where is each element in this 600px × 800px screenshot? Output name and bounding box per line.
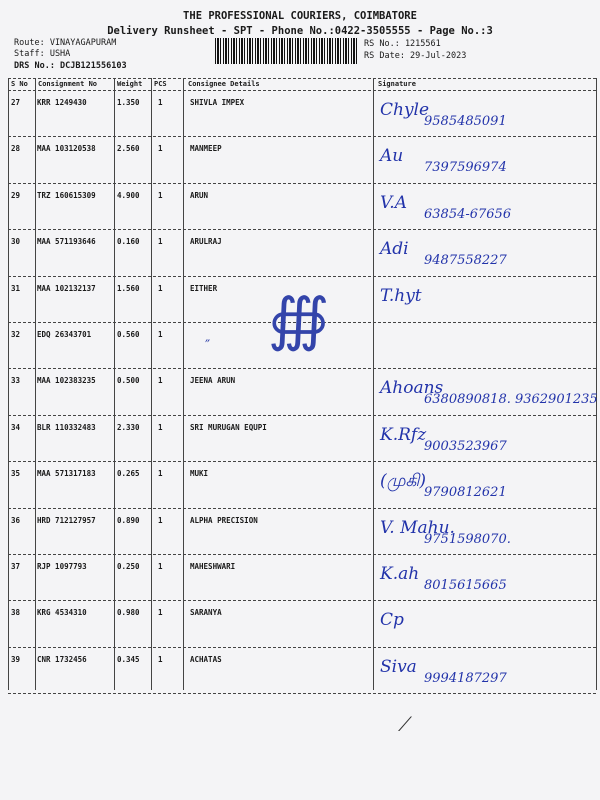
row-consignee: ALPHA PRECISION [190, 515, 258, 525]
row-phone-handwritten: 9790812621 [424, 485, 507, 501]
row-weight: 0.890 [117, 515, 140, 525]
table-rule [8, 90, 596, 91]
row-consignment-no: BLR 110332483 [37, 422, 96, 432]
row-pcs: 1 [158, 283, 163, 293]
column-header-signature: Signature [378, 80, 416, 88]
row-serial-number: 36 [11, 515, 21, 525]
row-signature: K.ah [380, 564, 420, 584]
row-weight: 0.265 [117, 469, 140, 479]
row-consignee: MANMEEP [190, 144, 222, 154]
column-divider [35, 78, 36, 690]
barcode-image [215, 38, 357, 64]
row-consignment-no: KRG 4534310 [37, 608, 87, 618]
runsheet-subtitle: Delivery Runsheet - SPT - Phone No.:0422-3505555 - Page No.:3 [107, 25, 493, 37]
row-serial-number: 39 [11, 654, 21, 664]
row-phone-handwritten: 7397596974 [424, 160, 507, 176]
row-divider [8, 461, 596, 462]
row-pcs: 1 [158, 190, 163, 200]
row-divider [8, 600, 596, 601]
row-consignment-no: MAA 571317183 [37, 469, 96, 479]
row-phone-handwritten: 9003523967 [424, 438, 507, 454]
row-phone-handwritten: 6380890818. 9362901235 [424, 392, 598, 408]
row-consignment-no: TRZ 160615309 [37, 190, 96, 200]
row-weight: 0.500 [117, 376, 140, 386]
column-header-weight: Weight [117, 80, 143, 88]
row-consignee: ACHATAS [190, 654, 222, 664]
ink-tick-mark: ″ [205, 338, 211, 354]
column-divider [596, 78, 597, 690]
row-phone-handwritten: 9751598070. [424, 531, 511, 547]
row-divider [8, 136, 596, 137]
row-weight: 0.345 [117, 654, 140, 664]
runsheet-title: THE PROFESSIONAL COURIERS, COIMBATORE [183, 10, 417, 22]
row-signature: (முகி) [380, 471, 427, 492]
row-pcs: 1 [158, 98, 163, 107]
row-phone-handwritten: 8015615665 [424, 578, 507, 593]
row-pcs: 1 [158, 469, 163, 479]
row-pcs: 1 [158, 330, 163, 339]
row-consignment-no: MAA 571193646 [37, 237, 96, 247]
row-weight: 0.980 [117, 608, 140, 618]
row-divider [8, 508, 596, 509]
row-signature: Cp [380, 610, 404, 631]
row-serial-number: 35 [11, 469, 21, 479]
column-header-sno: S No [11, 80, 28, 88]
column-header-consignment: Consignment No [38, 80, 98, 88]
row-consignee: SARANYA [190, 608, 222, 618]
staff-label: Staff: USHA [14, 49, 71, 59]
row-consignment-no: CNR 1732456 [37, 654, 87, 664]
row-signature: Chyle [380, 100, 430, 120]
row-pcs: 1 [158, 422, 163, 432]
row-consignee: MUKI [190, 469, 209, 479]
row-weight: 0.560 [117, 330, 140, 339]
row-consignment-no: RJP 1097793 [37, 562, 87, 571]
row-signature: V.A [380, 192, 407, 213]
row-signature: Au [380, 146, 404, 167]
row-consignment-no: MAA 103120538 [37, 144, 96, 154]
row-pcs: 1 [158, 237, 163, 247]
row-divider [8, 415, 596, 416]
row-consignee: ARUN [190, 190, 209, 200]
ink-dash-mark: ⟋ [398, 712, 412, 736]
drs-label: DRS No.: DCJB121556103 [14, 61, 127, 71]
row-serial-number: 37 [11, 562, 21, 571]
row-weight: 0.160 [117, 237, 140, 247]
row-serial-number: 33 [11, 376, 21, 386]
row-divider [8, 276, 596, 277]
rs-no-label: RS No.: 1215561 [364, 39, 441, 49]
row-serial-number: 31 [11, 283, 21, 293]
column-divider [183, 78, 184, 690]
row-serial-number: 38 [11, 608, 21, 618]
row-pcs: 1 [158, 562, 163, 571]
row-pcs: 1 [158, 515, 163, 525]
row-pcs: 1 [158, 144, 163, 154]
row-serial-number: 29 [11, 190, 21, 200]
row-pcs: 1 [158, 608, 163, 618]
row-phone-handwritten: 9994187297 [424, 670, 507, 686]
row-consignment-no: HRD 712127957 [37, 515, 96, 525]
column-header-pcs: PCS [154, 80, 167, 88]
row-signature: V. Mahu. [380, 517, 455, 538]
row-consignment-no: KRR 1249430 [37, 98, 87, 107]
row-weight: 0.250 [117, 562, 140, 571]
row-divider [8, 229, 596, 230]
row-divider [8, 693, 596, 694]
ink-scribble-mark: ∰ [268, 285, 330, 353]
row-signature: Adi [380, 239, 409, 260]
column-divider [151, 78, 152, 690]
column-divider [8, 78, 9, 690]
row-consignee: JEENA ARUN [190, 376, 236, 386]
row-phone-handwritten: 9585485091 [424, 114, 507, 129]
row-pcs: 1 [158, 654, 163, 664]
row-weight: 4.900 [117, 190, 140, 200]
row-weight: 1.350 [117, 98, 140, 107]
row-consignee: SHIVLA IMPEX [190, 98, 245, 107]
row-serial-number: 28 [11, 144, 21, 154]
row-phone-handwritten: 63854-67656 [424, 206, 512, 222]
row-phone-handwritten: 9487558227 [424, 253, 507, 269]
column-header-consignee: Consignee Details [188, 80, 260, 88]
route-label: Route: VINAYAGAPURAM [14, 38, 117, 48]
column-divider [114, 78, 115, 690]
row-serial-number: 30 [11, 237, 21, 247]
row-signature: T.hyt [380, 285, 422, 306]
table-rule [8, 78, 596, 79]
row-consignee: MAHESHWARI [190, 562, 236, 571]
row-divider [8, 647, 596, 648]
row-consignee: EITHER [190, 283, 218, 293]
column-divider [373, 78, 374, 690]
row-serial-number: 27 [11, 98, 21, 107]
row-consignment-no: MAA 102132137 [37, 283, 96, 293]
row-divider [8, 554, 596, 555]
row-consignee: SRI MURUGAN EQUPI [190, 422, 267, 432]
row-weight: 2.330 [117, 422, 140, 432]
row-consignee: ARULRAJ [190, 237, 222, 247]
row-signature: Ahoans [380, 378, 444, 399]
row-serial-number: 34 [11, 422, 21, 432]
row-consignment-no: MAA 102383235 [37, 376, 96, 386]
row-pcs: 1 [158, 376, 163, 386]
row-weight: 2.560 [117, 144, 140, 154]
row-serial-number: 32 [11, 330, 21, 339]
row-divider [8, 183, 596, 184]
row-signature: K.Rfz [380, 424, 427, 445]
row-signature: Siva [380, 656, 417, 677]
row-consignment-no: EDQ 26343701 [37, 330, 92, 339]
rs-date-label: RS Date: 29-Jul-2023 [364, 51, 467, 61]
row-weight: 1.560 [117, 283, 140, 293]
row-divider [8, 368, 596, 369]
